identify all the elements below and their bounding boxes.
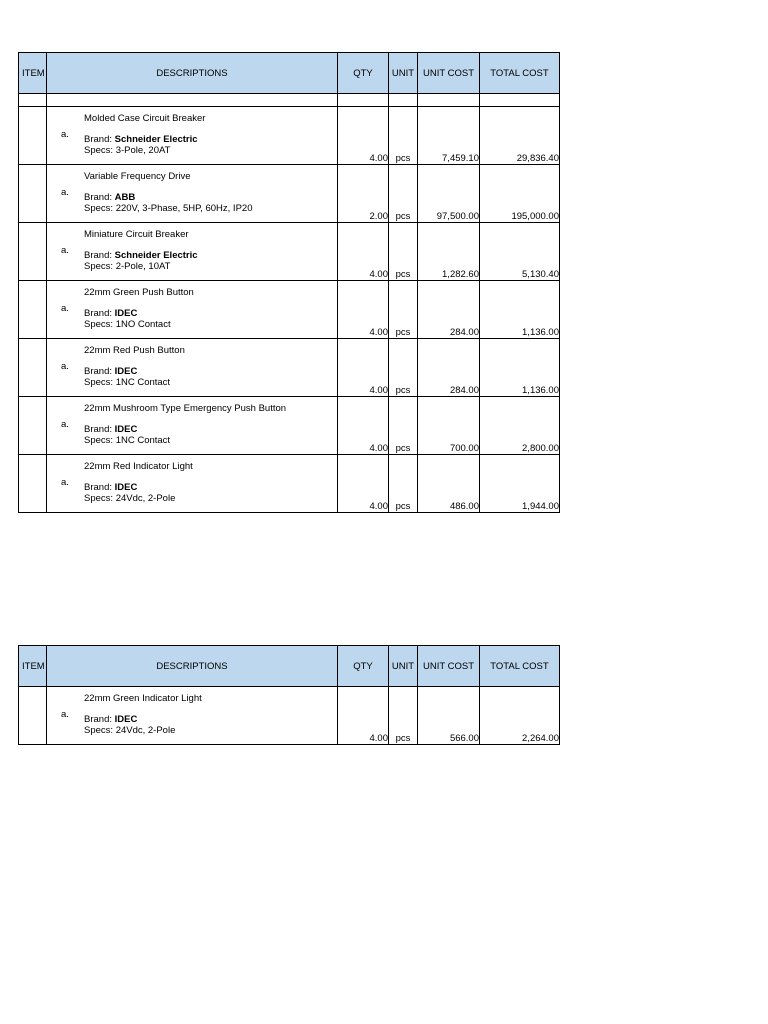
description-cell xyxy=(47,223,338,281)
item-cell xyxy=(19,165,47,223)
unit-cost-cell: 7,459.10 xyxy=(418,107,480,165)
sub-item-label: a. xyxy=(61,361,69,372)
unit-cell: pcs xyxy=(389,397,418,455)
item-cell xyxy=(19,455,47,513)
unit-cost-cell: 284.00 xyxy=(418,339,480,397)
spacer-cell xyxy=(19,94,47,107)
item-cell xyxy=(19,223,47,281)
header-descriptions: DESCRIPTIONS xyxy=(47,646,338,687)
brand-value: IDEC xyxy=(114,308,138,319)
header-unit: UNIT xyxy=(389,646,418,687)
specs-line xyxy=(84,319,194,330)
qty-cell: 4.00 xyxy=(338,281,389,339)
header-item: ITEM xyxy=(19,53,47,94)
qty-cell: 4.00 xyxy=(338,687,389,745)
item-title: 22mm Red Indicator Light xyxy=(84,461,193,472)
item-title: 22mm Green Push Button xyxy=(84,287,194,298)
table-row xyxy=(19,165,560,223)
header-total-cost: TOTAL COST xyxy=(480,646,560,687)
spacer-cell xyxy=(418,94,480,107)
brand-label: Brand: xyxy=(84,366,115,377)
item-cell xyxy=(19,397,47,455)
unit-cost-cell: 700.00 xyxy=(418,397,480,455)
brand-value: IDEC xyxy=(114,482,138,493)
brand-label: Brand: xyxy=(84,714,115,725)
qty-cell: 2.00 xyxy=(338,165,389,223)
brand-label: Brand: xyxy=(84,308,115,319)
specs-label: Specs: xyxy=(84,261,116,272)
header-row xyxy=(19,53,560,94)
qty-cell: 4.00 xyxy=(338,339,389,397)
item-cell xyxy=(19,281,47,339)
description-cell xyxy=(47,339,338,397)
qty-cell: 4.00 xyxy=(338,223,389,281)
specs-value: 1NO Contact xyxy=(115,319,171,330)
item-title: Molded Case Circuit Breaker xyxy=(84,113,206,124)
specs-value: 220V, 3-Phase, 5HP, 60Hz, IP20 xyxy=(115,203,253,214)
item-cell xyxy=(19,339,47,397)
unit-cell: pcs xyxy=(389,339,418,397)
description-cell xyxy=(47,107,338,165)
unit-cost-cell: 1,282.60 xyxy=(418,223,480,281)
brand-value: IDEC xyxy=(114,366,138,377)
header-descriptions: DESCRIPTIONS xyxy=(47,53,338,94)
header-unit: UNIT xyxy=(389,53,418,94)
brand-label: Brand: xyxy=(84,192,115,203)
specs-line xyxy=(84,725,202,736)
sub-item-label: a. xyxy=(61,709,69,720)
brand-value: Schneider Electric xyxy=(114,134,198,145)
specs-value: 2-Pole, 10AT xyxy=(115,261,171,272)
brand-value: IDEC xyxy=(114,424,138,435)
brand-label: Brand: xyxy=(84,134,115,145)
specs-value: 1NC Contact xyxy=(115,435,171,446)
description-text xyxy=(84,461,193,504)
item-title: 22mm Green Indicator Light xyxy=(84,693,202,704)
spacer-cell xyxy=(338,94,389,107)
header-qty: QTY xyxy=(338,53,389,94)
description-cell xyxy=(47,165,338,223)
quotation-table-2 xyxy=(18,645,560,745)
description-text xyxy=(84,287,194,330)
unit-cost-cell: 486.00 xyxy=(418,455,480,513)
description-text xyxy=(84,229,198,272)
description-text xyxy=(84,113,205,156)
specs-value: 3-Pole, 20AT xyxy=(115,145,171,156)
item-title: Miniature Circuit Breaker xyxy=(84,229,189,240)
total-cost-cell: 2,264.00 xyxy=(480,687,560,745)
specs-line xyxy=(84,377,185,388)
brand-value: Schneider Electric xyxy=(114,250,198,261)
specs-label: Specs: xyxy=(84,319,116,330)
unit-cost-cell: 284.00 xyxy=(418,281,480,339)
item-title: 22mm Mushroom Type Emergency Push Button xyxy=(84,403,287,414)
description-cell xyxy=(47,281,338,339)
unit-cell: pcs xyxy=(389,165,418,223)
header-total-cost: TOTAL COST xyxy=(480,53,560,94)
brand-line xyxy=(84,714,202,725)
table-row xyxy=(19,455,560,513)
item-cell xyxy=(19,107,47,165)
brand-line xyxy=(84,192,252,203)
brand-line xyxy=(84,424,286,435)
sub-item-label: a. xyxy=(61,129,69,140)
specs-label: Specs: xyxy=(84,145,116,156)
description-cell xyxy=(47,455,338,513)
qty-cell: 4.00 xyxy=(338,455,389,513)
brand-line xyxy=(84,482,193,493)
specs-value: 1NC Contact xyxy=(115,377,171,388)
header-qty: QTY xyxy=(338,646,389,687)
spacer-cell xyxy=(47,94,338,107)
item-title: 22mm Red Push Button xyxy=(84,345,185,356)
unit-cell: pcs xyxy=(389,223,418,281)
sub-item-label: a. xyxy=(61,187,69,198)
table-row xyxy=(19,397,560,455)
description-text xyxy=(84,345,185,388)
table-row xyxy=(19,339,560,397)
total-cost-cell: 1,136.00 xyxy=(480,281,560,339)
specs-line xyxy=(84,493,193,504)
spacer-row xyxy=(19,94,560,107)
header-unit-cost: UNIT COST xyxy=(418,646,480,687)
table-row xyxy=(19,223,560,281)
unit-cost-cell: 566.00 xyxy=(418,687,480,745)
table-row xyxy=(19,281,560,339)
description-cell xyxy=(47,397,338,455)
unit-cell: pcs xyxy=(389,455,418,513)
total-cost-cell: 1,136.00 xyxy=(480,339,560,397)
quotation-table-1 xyxy=(18,52,560,513)
specs-value: 24Vdc, 2-Pole xyxy=(115,493,176,504)
brand-line xyxy=(84,366,185,377)
header-unit-cost: UNIT COST xyxy=(418,53,480,94)
sub-item-label: a. xyxy=(61,303,69,314)
total-cost-cell: 29,836.40 xyxy=(480,107,560,165)
specs-line xyxy=(84,203,252,214)
brand-value: IDEC xyxy=(114,714,138,725)
specs-line xyxy=(84,261,198,272)
brand-value: ABB xyxy=(114,192,136,203)
total-cost-cell: 5,130.40 xyxy=(480,223,560,281)
brand-label: Brand: xyxy=(84,424,115,435)
specs-line xyxy=(84,435,286,446)
specs-label: Specs: xyxy=(84,435,116,446)
description-text xyxy=(84,171,252,214)
item-title: Variable Frequency Drive xyxy=(84,171,191,182)
description-text xyxy=(84,693,202,736)
spacer-cell xyxy=(389,94,418,107)
item-cell xyxy=(19,687,47,745)
specs-label: Specs: xyxy=(84,493,116,504)
specs-value: 24Vdc, 2-Pole xyxy=(115,725,176,736)
header-row xyxy=(19,646,560,687)
brand-line xyxy=(84,308,194,319)
total-cost-cell: 2,800.00 xyxy=(480,397,560,455)
unit-cell: pcs xyxy=(389,281,418,339)
total-cost-cell: 1,944.00 xyxy=(480,455,560,513)
table-row xyxy=(19,687,560,745)
description-text xyxy=(84,403,286,446)
total-cost-cell: 195,000.00 xyxy=(480,165,560,223)
specs-label: Specs: xyxy=(84,377,116,388)
sub-item-label: a. xyxy=(61,419,69,430)
brand-label: Brand: xyxy=(84,250,115,261)
sub-item-label: a. xyxy=(61,245,69,256)
unit-cell: pcs xyxy=(389,107,418,165)
spacer-cell xyxy=(480,94,560,107)
table-row xyxy=(19,107,560,165)
header-item: ITEM xyxy=(19,646,47,687)
brand-label: Brand: xyxy=(84,482,115,493)
unit-cell: pcs xyxy=(389,687,418,745)
specs-label: Specs: xyxy=(84,725,116,736)
brand-line xyxy=(84,134,205,145)
sub-item-label: a. xyxy=(61,477,69,488)
qty-cell: 4.00 xyxy=(338,397,389,455)
unit-cost-cell: 97,500.00 xyxy=(418,165,480,223)
brand-line xyxy=(84,250,198,261)
qty-cell: 4.00 xyxy=(338,107,389,165)
specs-label: Specs: xyxy=(84,203,116,214)
specs-line xyxy=(84,145,205,156)
description-cell xyxy=(47,687,338,745)
